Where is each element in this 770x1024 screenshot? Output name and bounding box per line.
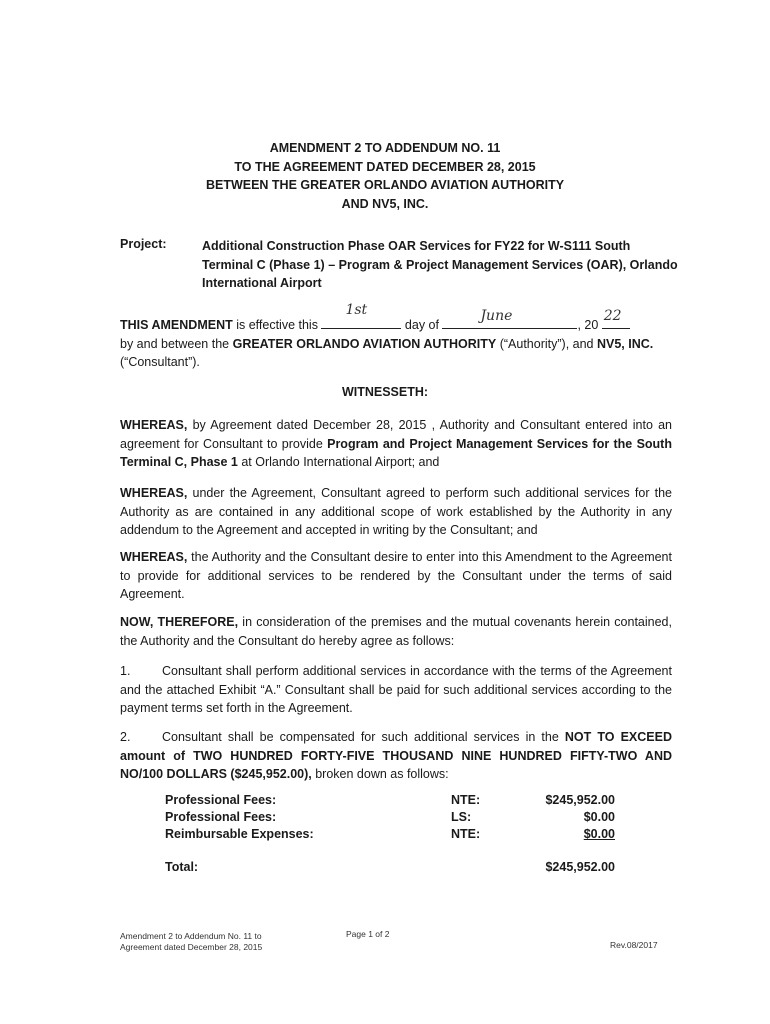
whereas-text: under the Agreement, Consultant agreed to perform such additional services for the Authority as are contained in any additional scope of work established by the Authority in any addendum to the Agreement and accepted in writing by the Consultant; and bbox=[120, 486, 672, 537]
project-label: Project: bbox=[120, 237, 167, 251]
footer-left-line-1: Amendment 2 to Addendum No. 11 to bbox=[120, 931, 262, 941]
fee-type: NTE: bbox=[451, 827, 481, 841]
fee-type: NTE: bbox=[451, 793, 481, 807]
day-of-text: day of bbox=[401, 318, 443, 332]
fee-label: Reimbursable Expenses: bbox=[165, 827, 314, 841]
document-title bbox=[0, 139, 770, 213]
handwritten-day: 1st bbox=[345, 302, 368, 318]
footer-left bbox=[120, 931, 262, 953]
fee-label: Professional Fees: bbox=[165, 810, 277, 824]
total-row bbox=[165, 860, 625, 878]
now-therefore-paragraph bbox=[120, 613, 672, 650]
effective-text: is effective this bbox=[232, 318, 322, 332]
whereas-lead: WHEREAS, bbox=[120, 486, 188, 500]
now-therefore-lead: NOW, THEREFORE, bbox=[120, 615, 239, 629]
project-description: Additional Construction Phase OAR Services for FY22 for W-S111 South Terminal C (Phase 1) – Program & Project Management Services (OAR), Orlando International Airport bbox=[202, 239, 678, 290]
item-1-text: Consultant shall perform additional services in accordance with the terms of the Agreement and the attached Exhibit “A.” Consultant shall be paid for such additional services according to the payment terms set forth in the Agreement. bbox=[120, 664, 672, 715]
month-blank bbox=[442, 308, 577, 329]
fee-row bbox=[165, 793, 625, 810]
title-line-4: AND NV5, INC. bbox=[341, 196, 429, 211]
whereas-paragraph-1 bbox=[120, 416, 672, 472]
title-line-2: TO THE AGREEMENT DATED DECEMBER 28, 2015 bbox=[234, 159, 536, 174]
whereas-paragraph-2 bbox=[120, 484, 672, 540]
fees-table bbox=[165, 793, 625, 844]
title-line-3: BETWEEN THE GREATER ORLANDO AVIATION AUTHORITY bbox=[205, 178, 565, 192]
fee-row bbox=[165, 827, 625, 844]
item-2-text: Consultant shall be compensated for such additional services in the bbox=[162, 730, 565, 744]
total-amount: $245,952.00 bbox=[545, 860, 615, 874]
by-and-between-text: by and between the bbox=[120, 336, 233, 351]
title-line-1: AMENDMENT 2 TO ADDENDUM NO. 11 bbox=[269, 141, 501, 155]
whereas-lead: WHEREAS, bbox=[120, 418, 188, 432]
item-1-paragraph bbox=[120, 662, 672, 718]
whereas-bold-text: Program and Project Management Services for the South Terminal C, Phase 1 bbox=[120, 436, 672, 469]
day-blank bbox=[321, 302, 401, 329]
whereas-text: at Orlando International Airport; and bbox=[237, 455, 440, 469]
fee-label: Professional Fees: bbox=[165, 793, 277, 807]
item-2-text: broken down as follows: bbox=[311, 767, 449, 781]
footer-left-line-2: Agreement dated December 28, 2015 bbox=[120, 942, 263, 952]
this-amendment-label: THIS AMENDMENT bbox=[120, 318, 233, 332]
consultant-label: (“Consultant”). bbox=[120, 355, 200, 369]
whereas-lead: WHEREAS, bbox=[120, 550, 188, 564]
fee-amount: $0.00 bbox=[583, 810, 615, 824]
item-1-number: 1. bbox=[120, 664, 131, 678]
fee-row bbox=[165, 810, 625, 827]
whereas-text: the Authority and the Consultant desire to enter into this Amendment to the Agreement to provide for additional services to be rendered by the Consultant under the terms of said Agreement. bbox=[120, 550, 672, 601]
now-therefore-text: in consideration of the premises and the mutual covenants herein contained, the Authority and the Consultant do hereby agree as follows: bbox=[120, 615, 672, 648]
item-2-number: 2. bbox=[120, 730, 131, 744]
handwritten-year: 22 bbox=[603, 308, 622, 324]
handwritten-month: June bbox=[480, 308, 513, 324]
footer-page-number: Page 1 of 2 bbox=[346, 929, 390, 939]
witnesseth-heading: WITNESSETH: bbox=[341, 385, 429, 399]
authority-name: GREATER ORLANDO AVIATION AUTHORITY bbox=[232, 336, 497, 351]
whereas-paragraph-3 bbox=[120, 548, 672, 604]
fee-amount: $0.00 bbox=[583, 827, 615, 841]
item-2-amount-text: NOT TO EXCEED amount of TWO HUNDRED FORTY-FIVE THOUSAND NINE HUNDRED FIFTY-TWO AND NO/100 DOLLARS ($245,952.00), bbox=[120, 730, 672, 781]
effective-date-paragraph bbox=[120, 302, 672, 372]
year-blank bbox=[602, 308, 630, 329]
consultant-name: NV5, INC. bbox=[596, 336, 654, 351]
fee-type: LS: bbox=[451, 810, 472, 824]
year-prefix: , 20 bbox=[577, 318, 602, 332]
footer-revision: Rev.08/2017 bbox=[610, 940, 658, 950]
fee-amount: $245,952.00 bbox=[545, 793, 615, 807]
whereas-text: by Agreement dated December 28, 2015 , Authority and Consultant entered into an agreement for Consultant to provide bbox=[120, 418, 672, 451]
total-label: Total: bbox=[165, 860, 199, 874]
item-2-paragraph bbox=[120, 728, 672, 784]
authority-label: (“Authority”), and bbox=[496, 336, 597, 351]
